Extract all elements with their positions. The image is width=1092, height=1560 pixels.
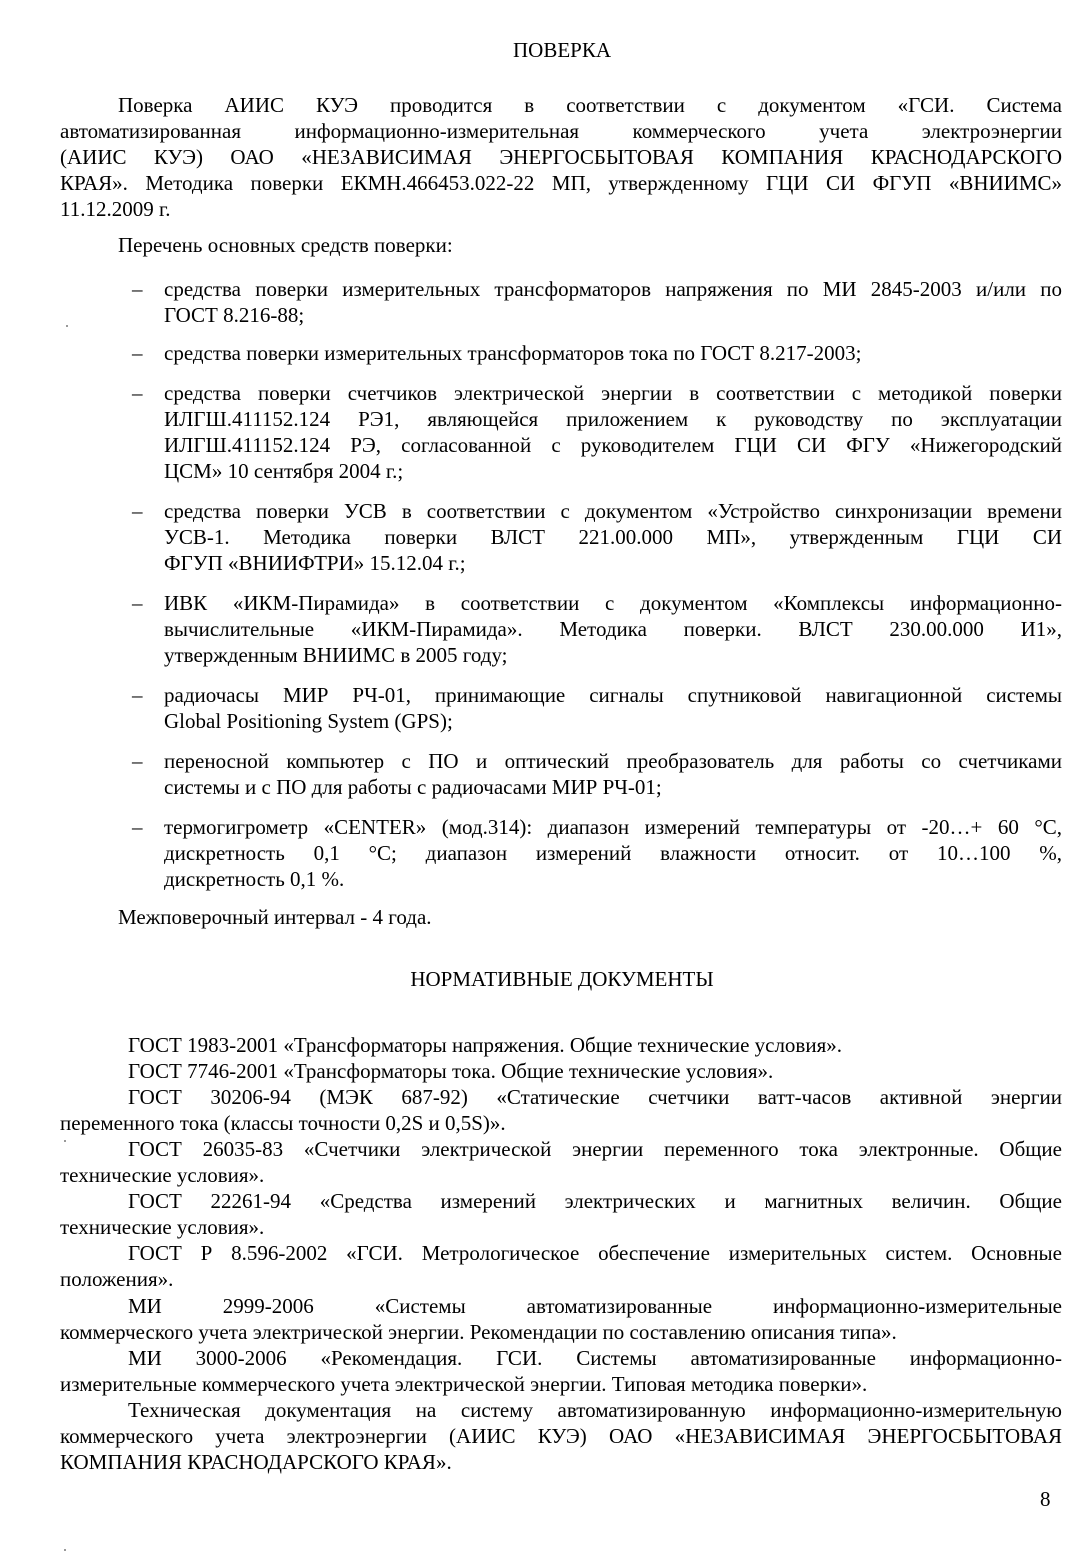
list-item-line: УСВ-1. Методика поверки ВЛСТ 221.00.000 МП», утвержденным ГЦИ СИ <box>164 525 1062 549</box>
doc-entry: ГОСТ 26035-83 «Счетчики электрической энергии переменного тока электронные. Общие <box>128 1137 1062 1161</box>
list-item-line: дискретность 0,1 °С; диапазон измерений влажности относит. от 10…100 %, <box>164 841 1062 865</box>
doc-entry-continued: технические условия». <box>60 1215 265 1239</box>
intro-line: 11.12.2009 г. <box>60 197 171 221</box>
list-heading: Перечень основных средств поверки: <box>118 233 453 257</box>
list-item-line: ФГУП «ВНИИФТРИ» 15.12.04 г.; <box>164 551 466 575</box>
list-item-line: средства поверки измерительных трансформаторов тока по ГОСТ 8.217-2003; <box>164 341 862 365</box>
list-item-line: средства поверки счетчиков электрической энергии в соответствии с методикой поверки <box>164 381 1062 405</box>
doc-entry-continued: КОМПАНИЯ КРАСНОДАРСКОГО КРАЯ». <box>60 1450 452 1474</box>
doc-entry-continued: переменного тока (классы точности 0,2S и 0,5S)». <box>60 1111 506 1135</box>
doc-entry-continued: положения». <box>60 1267 174 1291</box>
list-item-line: ИЛГШ.411152.124 РЭ1, являющейся приложением к руководству по эксплуатации <box>164 407 1062 431</box>
intro-line: автоматизированная информационно-измерительная коммерческого учета электроэнергии <box>60 119 1062 143</box>
doc-entry: ГОСТ 7746-2001 «Трансформаторы тока. Общие технические условия». <box>128 1059 774 1083</box>
section-title-verification: ПОВЕРКА <box>512 38 612 62</box>
doc-entry: ГОСТ 30206-94 (МЭК 687-92) «Статические счетчики ватт-часов активной энергии <box>128 1085 1062 1109</box>
doc-entry-continued: измерительные коммерческого учета электрической энергии. Типовая методика поверки». <box>60 1372 868 1396</box>
list-item-line: Global Positioning System (GPS); <box>164 709 453 733</box>
list-item-line: ГОСТ 8.216-88; <box>164 303 305 327</box>
list-item-line: ЦСМ» 10 сентября 2004 г.; <box>164 459 404 483</box>
verification-interval: Межповерочный интервал - 4 года. <box>118 905 432 929</box>
list-item-line: ИВК «ИКМ-Пирамида» в соответствии с документом «Комплексы информационно- <box>164 591 1062 615</box>
list-item-line: утвержденным ВНИИМС в 2005 году; <box>164 643 508 667</box>
list-item-line: средства поверки измерительных трансформаторов напряжения по МИ 2845-2003 и/или по <box>164 277 1062 301</box>
scan-speck <box>66 325 68 327</box>
list-item-line: термогигрометр «CENTER» (мод.314): диапазон измерений температуры от -20…+ 60 °С, <box>164 815 1062 839</box>
bullet-dash: – <box>132 683 143 707</box>
list-item-line: вычислительные «ИКМ-Пирамида». Методика поверки. ВЛСТ 230.00.000 И1», <box>164 617 1062 641</box>
doc-entry: МИ 3000-2006 «Рекомендация. ГСИ. Системы автоматизированные информационно- <box>128 1346 1062 1370</box>
doc-entry-continued: коммерческого учета электроэнергии (АИИС КУЭ) ОАО «НЕЗАВИСИМАЯ ЭНЕРГОСБЫТОВАЯ <box>60 1424 1062 1448</box>
bullet-dash: – <box>132 815 143 839</box>
doc-entry: ГОСТ Р 8.596-2002 «ГСИ. Метрологическое обеспечение измерительных систем. Основные <box>128 1241 1062 1265</box>
list-item-line: средства поверки УСВ в соответствии с документом «Устройство синхронизации времени <box>164 499 1062 523</box>
list-item-line: радиочасы МИР РЧ-01, принимающие сигналы спутниковой навигационной системы <box>164 683 1062 707</box>
bullet-dash: – <box>132 749 143 773</box>
intro-line: КРАЯ». Методика поверки ЕКМН.466453.022-22 МП, утвержденному ГЦИ СИ ФГУП «ВНИИМС» <box>60 171 1062 195</box>
bullet-dash: – <box>132 591 143 615</box>
doc-entry: Техническая документация на систему автоматизированную информационно-измерительную <box>128 1398 1062 1422</box>
list-item-line: дискретность 0,1 %. <box>164 867 345 891</box>
bullet-dash: – <box>132 381 143 405</box>
bullet-dash: – <box>132 499 143 523</box>
doc-entry: ГОСТ 1983-2001 «Трансформаторы напряжения. Общие технические условия». <box>128 1033 842 1057</box>
bullet-dash: – <box>132 277 143 301</box>
scan-speck <box>64 1140 66 1142</box>
doc-entry-continued: технические условия». <box>60 1163 265 1187</box>
doc-entry: МИ 2999-2006 «Системы автоматизированные информационно-измерительные <box>128 1294 1062 1318</box>
bullet-dash: – <box>132 341 143 365</box>
list-item-line: переносной компьютер с ПО и оптический преобразователь для работы со счетчиками <box>164 749 1062 773</box>
doc-entry-continued: коммерческого учета электрической энергии. Рекомендации по составлению описания типа». <box>60 1320 897 1344</box>
list-item-line: ИЛГШ.411152.124 РЭ, согласованной с руководителем ГЦИ СИ ФГУ «Нижегородский <box>164 433 1062 457</box>
doc-entry: ГОСТ 22261-94 «Средства измерений электрических и магнитных величин. Общие <box>128 1189 1062 1213</box>
intro-line: Поверка АИИС КУЭ проводится в соответствии с документом «ГСИ. Система <box>118 93 1062 117</box>
list-item-line: системы и с ПО для работы с радиочасами МИР РЧ-01; <box>164 775 662 799</box>
scan-speck <box>64 1549 66 1551</box>
intro-line: (АИИС КУЭ) ОАО «НЕЗАВИСИМАЯ ЭНЕРГОСБЫТОВАЯ КОМПАНИЯ КРАСНОДАРСКОГО <box>60 145 1062 169</box>
section-title-normative-docs: НОРМАТИВНЫЕ ДОКУМЕНТЫ <box>410 967 714 991</box>
page-number: 8 <box>1040 1487 1051 1511</box>
